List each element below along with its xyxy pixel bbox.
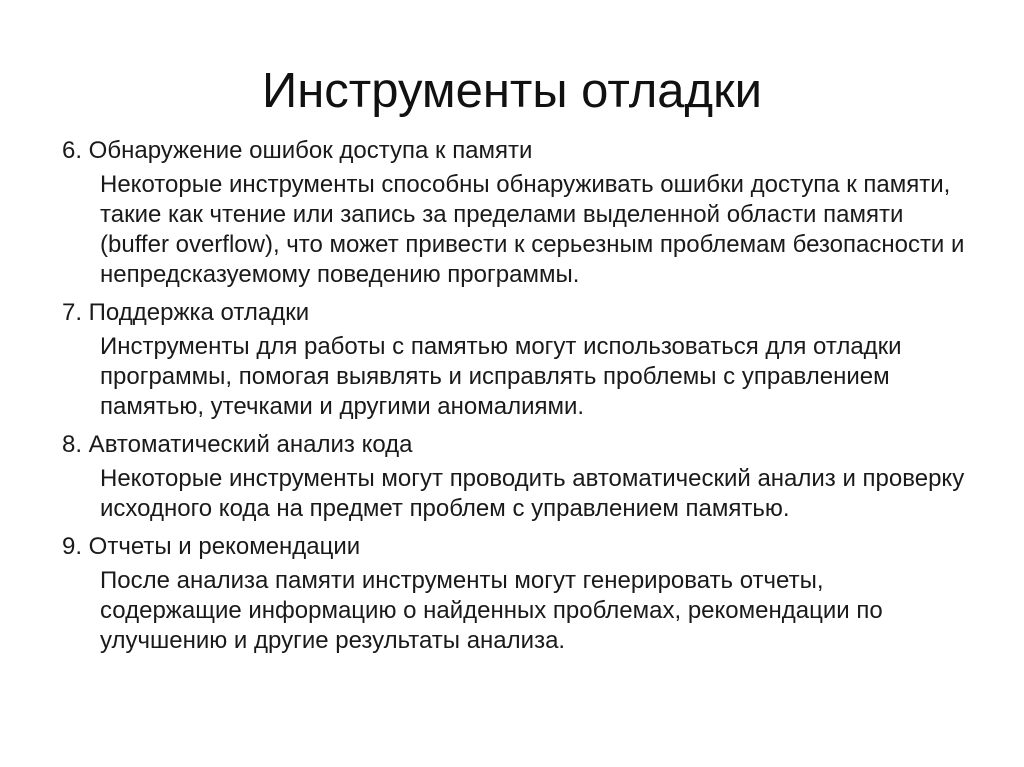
section-reports-recommendations bbox=[62, 532, 982, 656]
slide-title: Инструменты отладки bbox=[262, 64, 762, 118]
slide-content bbox=[62, 136, 982, 664]
section-automatic-code-analysis bbox=[62, 430, 982, 524]
section-heading: 7. Поддержка отладки bbox=[62, 299, 310, 326]
section-heading: 6. Обнаружение ошибок доступа к памяти bbox=[62, 137, 533, 164]
section-text: После анализа памяти инструменты могут генерировать отчеты, содержащие информацию о найденных проблемах, рекомендации по улучшению и другие результаты анализа. bbox=[100, 567, 883, 654]
section-heading: 9. Отчеты и рекомендации bbox=[62, 533, 361, 560]
section-text: Некоторые инструменты способны обнаруживать ошибки доступа к памяти, такие как чтение или запись за пределами выделенной области памяти (buffer overflow), что может привести к серьезным проблемам безопасности и непредсказуемому поведению программы. bbox=[100, 171, 965, 288]
section-heading: 8. Автоматический анализ кода bbox=[62, 431, 413, 458]
section-memory-access-errors bbox=[62, 136, 982, 290]
section-debug-support bbox=[62, 298, 982, 422]
section-text: Инструменты для работы с памятью могут использоваться для отладки программы, помогая выявлять и исправлять проблемы с управлением памятью, утечками и другими аномалиями. bbox=[100, 333, 902, 420]
section-text: Некоторые инструменты могут проводить автоматический анализ и проверку исходного кода на предмет проблем с управлением памятью. bbox=[100, 465, 965, 522]
